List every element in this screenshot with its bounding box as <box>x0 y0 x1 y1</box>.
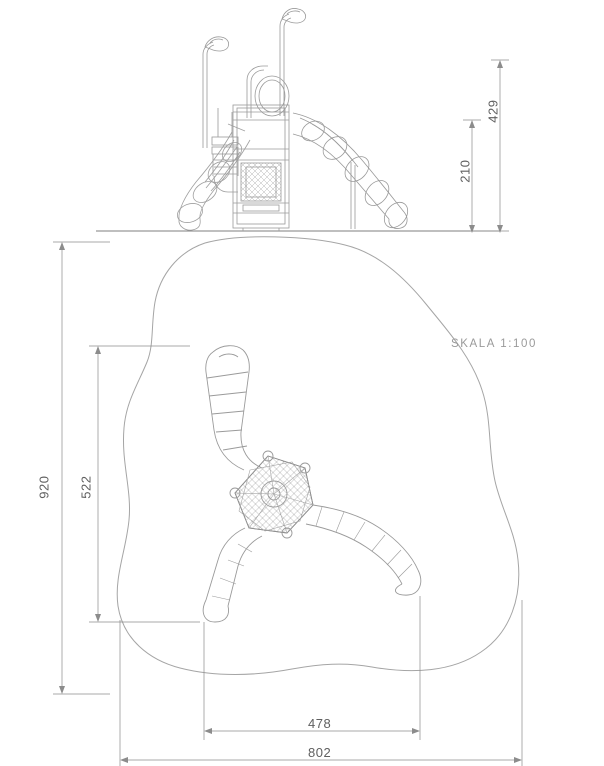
elevation-climb-frame <box>212 108 238 192</box>
plan-slide-arm-upper-left <box>206 346 262 470</box>
dimension-label-depth-equipment <box>78 468 105 499</box>
dimension-text-522: 522 <box>78 475 94 499</box>
plan-slide-arm-right <box>306 505 421 595</box>
elevation-right-slide <box>293 113 412 232</box>
dimension-text-429: 429 <box>485 99 501 123</box>
plan-slide-arm-lower-left <box>203 528 262 622</box>
dimension-label-width-total <box>308 745 331 760</box>
dimension-label-depth-total <box>36 468 63 499</box>
elevation-dimension-lines <box>463 60 509 233</box>
dimension-text-210: 210 <box>457 159 473 183</box>
scale-label: SKALA 1:100 <box>451 338 538 350</box>
dimension-text-802: 802 <box>308 745 332 760</box>
dimension-text-478: 478 <box>308 716 332 731</box>
elevation-right-post <box>351 162 355 229</box>
dimension-label-height-platform <box>457 152 484 183</box>
dimension-label-height-total <box>485 92 512 123</box>
plan-safety-zone-outline <box>117 237 519 675</box>
dimension-text-920: 920 <box>36 475 52 499</box>
plan-view <box>117 237 519 675</box>
elevation-view <box>96 8 500 232</box>
elevation-left-pole <box>203 37 229 148</box>
dimension-label-width-equipment <box>308 716 331 731</box>
elevation-center-pole <box>280 8 306 116</box>
plan-central-deck <box>235 456 313 533</box>
